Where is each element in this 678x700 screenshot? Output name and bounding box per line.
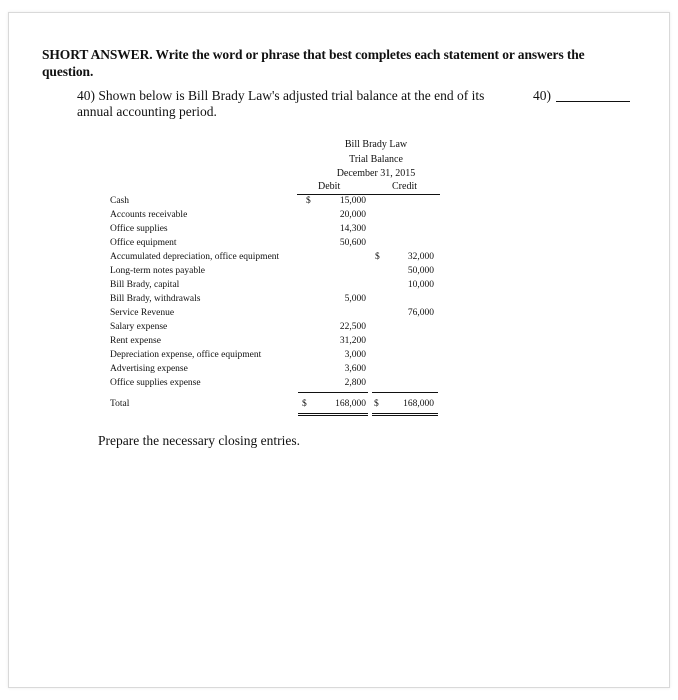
credit-amount: 10,000 xyxy=(407,280,434,290)
debit-amount: 20,000 xyxy=(339,210,366,220)
trial-balance-header xyxy=(300,138,452,182)
credit-amount: 76,000 xyxy=(407,308,434,318)
account-name: Advertising expense xyxy=(110,364,188,374)
question-number: 40) xyxy=(533,88,551,103)
answer-blank[interactable] xyxy=(556,101,630,102)
account-name: Long-term notes payable xyxy=(110,266,205,276)
total-label: Total xyxy=(110,399,130,409)
account-name: Office supplies xyxy=(110,224,168,234)
debit-amount: 5,000 xyxy=(344,294,366,304)
account-name: Accumulated depreciation, office equipment xyxy=(110,252,280,262)
total-double-rule xyxy=(372,415,438,416)
total-debit: 168,000 xyxy=(335,399,366,409)
debit-amount: 3,000 xyxy=(344,350,366,360)
debit-amount: 31,200 xyxy=(339,336,366,346)
total-double-rule xyxy=(298,415,368,416)
account-name: Salary expense xyxy=(110,322,168,332)
account-name: Rent expense xyxy=(110,336,161,346)
account-name: Bill Brady, withdrawals xyxy=(110,294,201,304)
dollar-sign: $ xyxy=(302,399,307,409)
header-rule xyxy=(297,194,440,195)
dollar-sign: $ xyxy=(374,399,379,409)
statement-title: Trial Balance xyxy=(349,153,403,165)
account-name: Depreciation expense, office equipment xyxy=(110,350,262,360)
total-credit: 168,000 xyxy=(403,399,434,409)
account-name: Cash xyxy=(110,196,129,206)
debit-amount: 50,600 xyxy=(339,238,366,248)
account-name: Service Revenue xyxy=(110,308,175,318)
subtotal-rule xyxy=(372,392,438,393)
subtotal-rule xyxy=(298,392,368,393)
debit-amount: 2,800 xyxy=(344,378,366,388)
statement-date: December 31, 2015 xyxy=(336,168,416,179)
debit-amount: 22,500 xyxy=(339,322,366,332)
account-name: Office supplies expense xyxy=(110,378,201,388)
debit-amount: 14,300 xyxy=(339,224,366,234)
dollar-sign: $ xyxy=(375,252,380,262)
debit-amount: 15,000 xyxy=(339,196,366,206)
credit-column-header: Credit xyxy=(392,181,417,192)
instruction-text: Prepare the necessary closing entries. xyxy=(98,433,301,448)
total-double-rule xyxy=(298,413,368,414)
dollar-sign: $ xyxy=(306,196,311,206)
account-name: Office equipment xyxy=(110,238,177,248)
credit-amount: 32,000 xyxy=(407,252,434,262)
credit-amount: 50,000 xyxy=(407,266,434,276)
company-name: Bill Brady Law xyxy=(344,139,408,150)
debit-column-header: Debit xyxy=(318,181,341,192)
account-name: Accounts receivable xyxy=(110,210,188,220)
question-text: 40) Shown below is Bill Brady Law's adjusted trial balance at the end of its annual accounting period. xyxy=(77,88,485,119)
account-name: Bill Brady, capital xyxy=(110,280,180,290)
section-heading: SHORT ANSWER. Write the word or phrase that best completes each statement or answers the question. xyxy=(42,47,585,79)
debit-amount: 3,600 xyxy=(344,364,366,374)
total-double-rule xyxy=(372,413,438,414)
